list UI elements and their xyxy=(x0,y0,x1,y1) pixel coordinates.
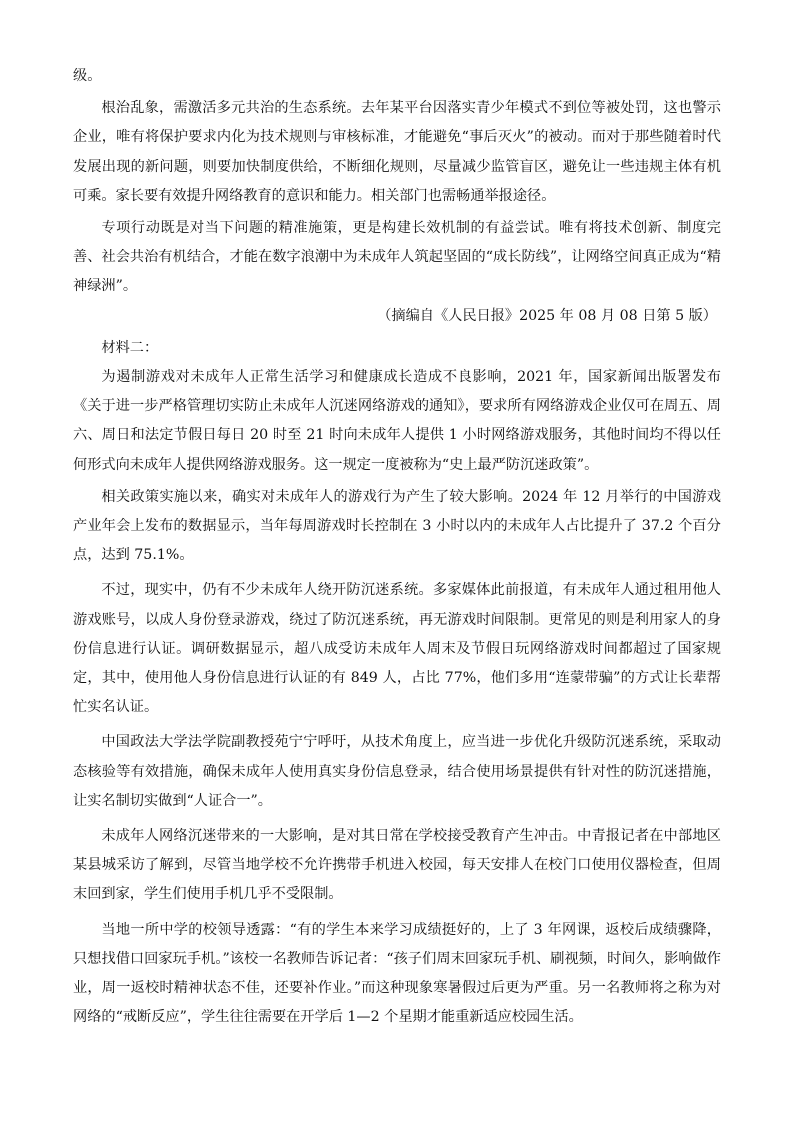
paragraph-policy-effect: 相关政策实施以来，确实对未成年人的游戏行为产生了较大影响。2024 年 12 月举行的中国游戏产业年会上发布的数据显示，当年每周游戏时长控制在 3 小时以内的未成年人占比提升了 37.2 个百分点，达到 75.1%。 xyxy=(73,488,721,564)
material-two-heading: 材料二： xyxy=(101,339,159,356)
paragraph-expert-call: 中国政法大学法学院副教授苑宁宁呼吁，从技术角度上，应当进一步优化升级防沉迷系统，采取动态核验等有效措施，确保未成年人使用真实身份信息登录，结合使用场景提供有针对性的防沉迷措施，让实名制切实做到“人证合一”。 xyxy=(73,734,721,809)
paragraph-bypass: 不过，现实中，仍有不少未成年人绕开防沉迷系统。多家媒体此前报道，有未成年人通过租用他人游戏账号，以成人身份登录游戏，绕过了防沉迷系统，再无游戏时间限制。更常见的则是利用家人的身份信息进行认证。调研数据显示，超八成受访未成年人周末及节假日玩网络游戏时间都超过了国家规定，其中，使用他人身份信息进行认证的有 849 人，占比 77%，他们多用“连蒙带骗”的方式让长辈帮忙实名认证。 xyxy=(73,582,721,716)
paragraph-teacher-quotes: 当地一所中学的校领导透露：“有的学生本来学习成绩挺好的，上了 3 年网课，返校后成绩骤降，只想找借口回家玩手机。”该校一名教师告诉记者：“孩子们周末回家玩手机、刷视频，时间久，影响做作业，周一返校时精神状态不佳，还要补作业。”而这种现象寒暑假过后更为严重。另一名教师将之称为对网络的“戒断反应”，学生往往需要在开学后 1—2 个星期才能重新适应校园生活。 xyxy=(73,921,721,1026)
paragraph-policy-2021: 为遏制游戏对未成年人正常生活学习和健康成长造成不良影响，2021 年，国家新闻出版署发布《关于进一步严格管理切实防止未成年人沉迷网络游戏的通知》，要求所有网络游戏企业仅可在周五、周六、周日和法定节假日每日 20 时至 21 时向未成年人提供 1 小时网络游戏服务，其他时间均不得以任何形式向未成年人提供网络游戏服务。这一规定一度被称为“史上最严防沉迷政策”。 xyxy=(73,369,721,473)
source-citation: （摘编自《人民日报》2025 年 08 月 08 日第 5 版） xyxy=(377,307,717,324)
paragraph-school-impact: 未成年人网络沉迷带来的一大影响，是对其日常在学校接受教育产生冲击。中青报记者在中部地区某县城采访了解到，尽管当地学校不允许携带手机进入校园，每天安排人在校门口使用仪器检查，但周末回到家，学生们使用手机几乎不受限制。 xyxy=(73,828,721,903)
paragraph-governance: 根治乱象，需激活多元共治的生态系统。去年某平台因落实青少年模式不到位等被处罚，这也警示企业，唯有将保护要求内化为技术规则与审核标准，才能避免“事后灭火”的被动。而对于那些随着时代发展出现的新问题，则要加快制度供给，不断细化规则，尽量减少监管盲区，避免让一些违规主体有机可乘。家长要有效提升网络教育的意识和能力。相关部门也需畅通举报途径。 xyxy=(73,100,721,204)
paragraph-continuation: 级。 xyxy=(73,68,102,84)
paragraph-special-action: 专项行动既是对当下问题的精准施策，更是构建长效机制的有益尝试。唯有将技术创新、制度完善、社会共治有机结合，才能在数字浪潮中为未成年人筑起坚固的“成长防线”，让网络空间真正成为“精神绿洲”。 xyxy=(73,220,721,295)
document-page xyxy=(73,62,721,1033)
